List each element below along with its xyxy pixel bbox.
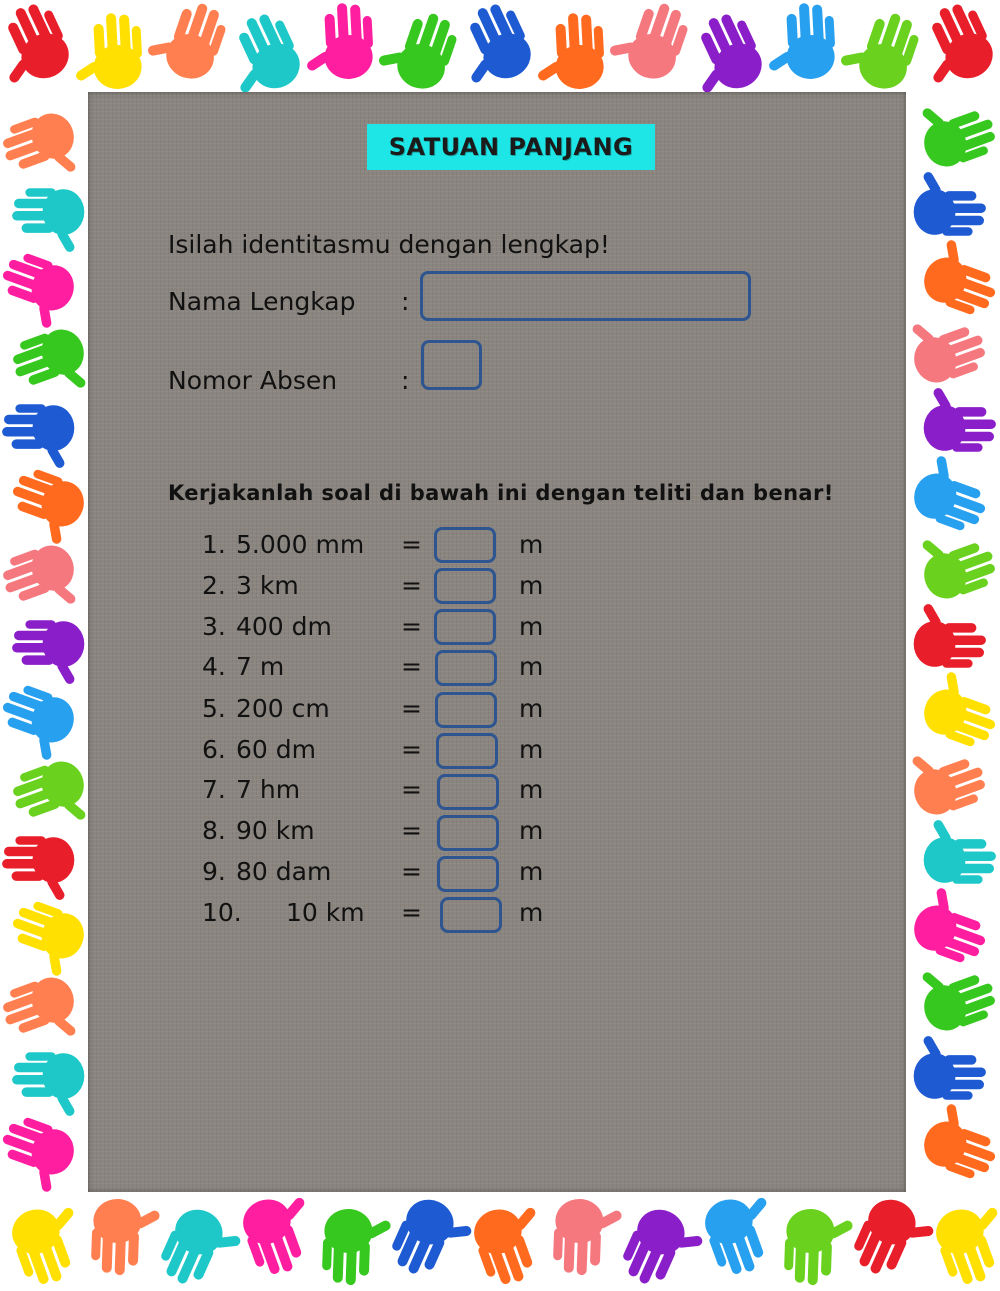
question-expression: 400 dm bbox=[236, 612, 332, 641]
unit-label: m bbox=[519, 816, 544, 845]
handprint-icon bbox=[907, 0, 1000, 94]
number-colon: : bbox=[401, 366, 410, 395]
handprint-icon bbox=[929, 1196, 1000, 1291]
question-number: 2. bbox=[202, 571, 226, 600]
name-label: Nama Lengkap bbox=[168, 287, 356, 316]
question-expression: 80 dam bbox=[236, 857, 332, 886]
equals-sign: = bbox=[401, 898, 422, 927]
number-label: Nomor Absen bbox=[168, 366, 338, 395]
handprint-icon bbox=[924, 818, 996, 883]
handprint-icon bbox=[385, 1192, 479, 1289]
name-input[interactable] bbox=[420, 271, 751, 321]
handprint-icon bbox=[918, 234, 1000, 320]
number-input[interactable] bbox=[421, 340, 482, 390]
handprint-icon bbox=[0, 971, 87, 1057]
handprint-icon bbox=[784, 1208, 855, 1286]
handprint-icon bbox=[911, 519, 1000, 605]
handprint-icon bbox=[467, 1196, 558, 1291]
handprint-icon bbox=[911, 951, 1000, 1037]
question-expression: 90 km bbox=[236, 816, 315, 845]
answer-input[interactable] bbox=[435, 692, 497, 728]
unit-label: m bbox=[519, 694, 544, 723]
handprint-icon bbox=[0, 107, 87, 193]
handprint-icon bbox=[676, 6, 770, 104]
unit-label: m bbox=[519, 571, 544, 600]
equals-sign: = bbox=[401, 530, 422, 559]
question-expression: 60 dm bbox=[236, 735, 316, 764]
equals-sign: = bbox=[401, 816, 422, 845]
equals-sign: = bbox=[401, 857, 422, 886]
question-expression: 7 m bbox=[236, 652, 285, 681]
handprint-icon bbox=[914, 1034, 986, 1099]
identity-instruction: Isilah identitasmu dengan lengkap! bbox=[168, 230, 610, 259]
question-number: 9. bbox=[202, 857, 226, 886]
handprint-icon bbox=[0, 539, 87, 625]
handprint-icon bbox=[2, 836, 74, 901]
handprint-icon bbox=[0, 1112, 80, 1198]
question-number: 10. bbox=[202, 898, 242, 927]
handprint-icon bbox=[835, 1, 925, 95]
equals-sign: = bbox=[401, 612, 422, 641]
handprint-icon bbox=[918, 666, 1000, 752]
unit-label: m bbox=[519, 530, 544, 559]
equals-sign: = bbox=[401, 571, 422, 600]
answer-input[interactable] bbox=[440, 897, 502, 933]
handprint-icon bbox=[2, 404, 74, 469]
handprint-icon bbox=[698, 1186, 789, 1281]
answer-input[interactable] bbox=[437, 774, 499, 810]
task-instruction: Kerjakanlah soal di bawah ini dengan teliti dan benar! bbox=[168, 481, 834, 505]
handprint-icon bbox=[154, 1202, 248, 1291]
unit-label: m bbox=[519, 898, 544, 927]
answer-input[interactable] bbox=[434, 527, 496, 563]
question-number: 6. bbox=[202, 735, 226, 764]
question-number: 1. bbox=[202, 530, 226, 559]
unit-label: m bbox=[519, 652, 544, 681]
answer-input[interactable] bbox=[436, 733, 498, 769]
question-number: 3. bbox=[202, 612, 226, 641]
handprint-icon bbox=[918, 1098, 1000, 1184]
question-number: 8. bbox=[202, 816, 226, 845]
handprint-icon bbox=[12, 188, 84, 253]
equals-sign: = bbox=[401, 652, 422, 681]
handprint-icon bbox=[604, 0, 694, 85]
question-number: 7. bbox=[202, 775, 226, 804]
handprint-icon bbox=[553, 1198, 624, 1276]
unit-label: m bbox=[519, 775, 544, 804]
question-number: 4. bbox=[202, 652, 226, 681]
handprint-icon bbox=[914, 602, 986, 667]
answer-input[interactable] bbox=[434, 609, 496, 645]
handprint-icon bbox=[924, 386, 996, 451]
question-expression: 10 km bbox=[286, 898, 365, 927]
unit-label: m bbox=[519, 612, 544, 641]
question-expression: 3 km bbox=[236, 571, 299, 600]
handprint-icon bbox=[911, 87, 1000, 173]
handprint-icon bbox=[914, 170, 986, 235]
unit-label: m bbox=[519, 735, 544, 764]
handprint-icon bbox=[901, 303, 991, 389]
handprint-icon bbox=[533, 12, 606, 91]
handprint-icon bbox=[302, 2, 375, 81]
handprint-icon bbox=[322, 1208, 393, 1286]
answer-input[interactable] bbox=[435, 650, 497, 686]
name-colon: : bbox=[401, 287, 410, 316]
question-expression: 5.000 mm bbox=[236, 530, 365, 559]
handprint-icon bbox=[901, 735, 991, 821]
equals-sign: = bbox=[401, 775, 422, 804]
answer-input[interactable] bbox=[437, 815, 499, 851]
question-number: 5. bbox=[202, 694, 226, 723]
handprint-icon bbox=[142, 0, 232, 85]
handprint-icon bbox=[0, 896, 90, 982]
handprint-icon bbox=[373, 1, 463, 95]
handprint-icon bbox=[0, 0, 77, 94]
handprint-icon bbox=[908, 882, 998, 968]
handprint-icon bbox=[0, 680, 80, 766]
answer-input[interactable] bbox=[437, 856, 499, 892]
handprint-icon bbox=[91, 1198, 162, 1276]
handprint-icon bbox=[6, 323, 96, 409]
handprint-icon bbox=[6, 755, 96, 841]
handprint-icon bbox=[616, 1202, 710, 1291]
handprint-icon bbox=[445, 0, 539, 94]
handprint-icon bbox=[236, 1186, 327, 1281]
equals-sign: = bbox=[401, 735, 422, 764]
handprint-icon bbox=[214, 6, 308, 104]
worksheet-title: SATUAN PANJANG bbox=[367, 124, 655, 170]
answer-input[interactable] bbox=[434, 568, 496, 604]
handprint-icon bbox=[908, 450, 998, 536]
handprint-icon bbox=[12, 620, 84, 685]
question-expression: 7 hm bbox=[236, 775, 301, 804]
handprint-icon bbox=[764, 2, 837, 81]
handprint-icon bbox=[12, 1052, 84, 1117]
handprint-icon bbox=[0, 464, 90, 550]
question-expression: 200 cm bbox=[236, 694, 330, 723]
handprint-icon bbox=[5, 1196, 96, 1291]
handprint-icon bbox=[71, 12, 144, 91]
handprint-icon bbox=[0, 248, 80, 334]
handprint-icon bbox=[847, 1192, 941, 1289]
equals-sign: = bbox=[401, 694, 422, 723]
unit-label: m bbox=[519, 857, 544, 886]
